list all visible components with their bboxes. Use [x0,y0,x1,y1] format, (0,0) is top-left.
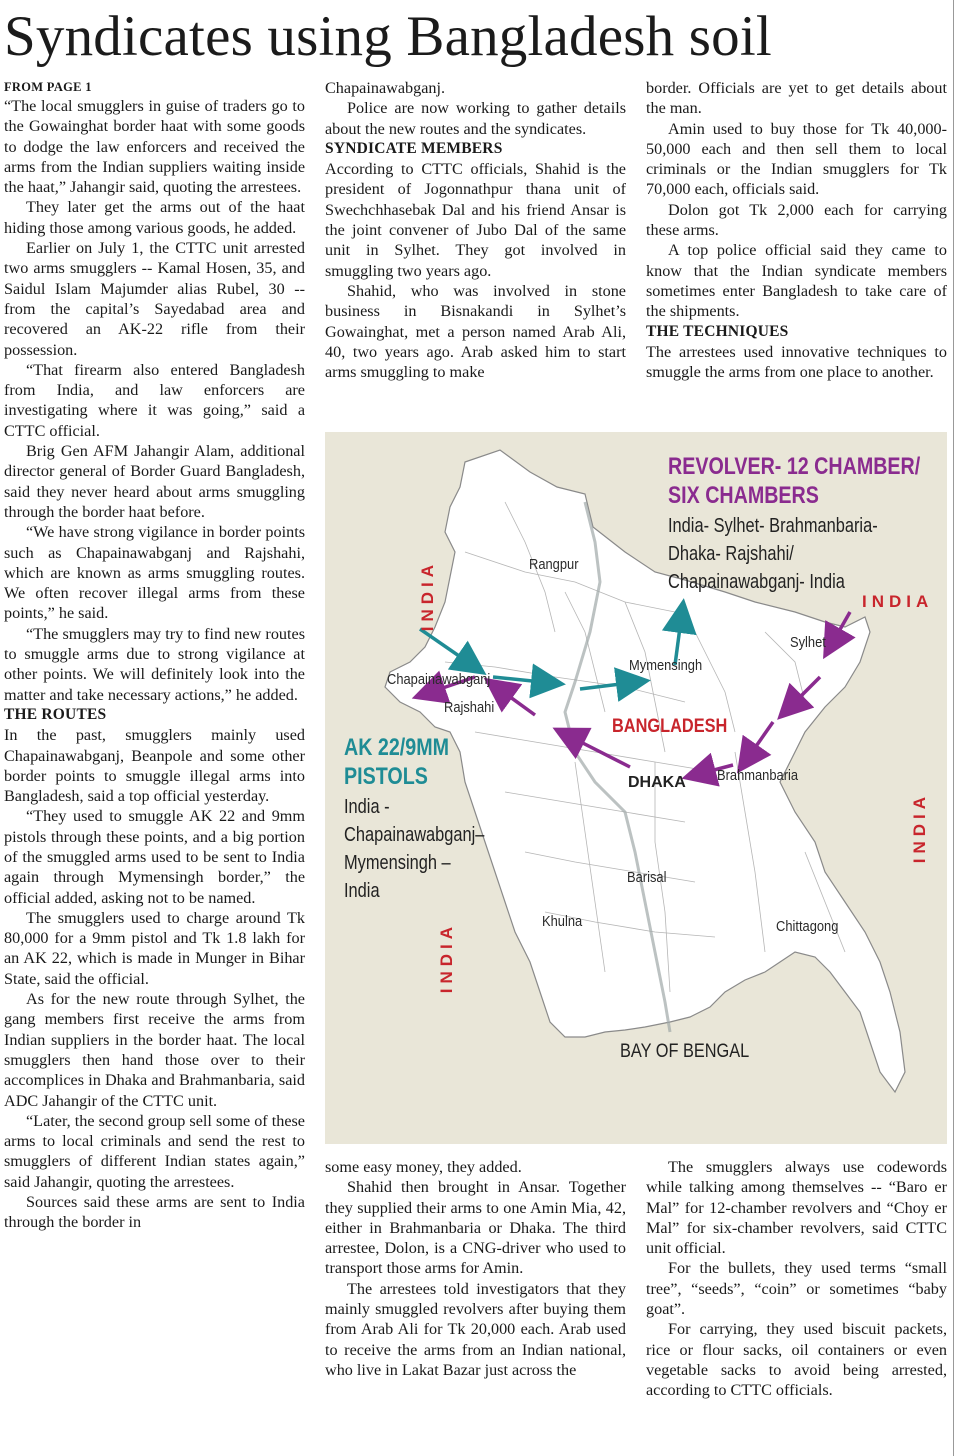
place-rangpur: Rangpur [529,556,579,573]
india-label-northwest: INDIA [418,560,437,632]
paragraph: Earlier on July 1, the CTTC unit arrested two arms smugglers -- Kamal Hosen, 35, and Saidul Islam Majumder alias Rubel, 30 -- from the capital’s Sayedabad area and recovered an AK-22 rifle from their possession. [4,239,305,359]
ak-route-text [344,793,484,905]
place-barisal: Barisal [627,869,667,886]
revolver-title-line: REVOLVER- 12 CHAMBER/ [668,453,921,480]
smuggling-routes-map [325,432,947,1144]
paragraph: “The smugglers may try to find new routes to smuggle arms due to strong vigilance at other points. We will definitely look into the matter and take necessary actions,” he added. [4,624,305,704]
headline: Syndicates using Bangladesh soil [4,5,772,68]
paragraph: The smugglers used to charge around Tk 80,000 for a 9mm pistol and Tk 1.8 lakh for an AK 22, which is made in Munger in Bihar State, said the official. [4,908,305,988]
paragraph: Brig Gen AFM Jahangir Alam, additional director general of Border Guard Bangladesh, said they never heard about arms smuggling through the border haat before. [4,442,305,521]
paragraph: Dolon got Tk 2,000 each for carrying these arms. [646,200,947,240]
subhead-syndicate-members: SYNDICATE MEMBERS [325,139,503,157]
ak-route-line: India - [344,796,390,818]
ak-route-line: India [344,880,380,902]
article-column-2-top [325,78,626,423]
paragraph: Shahid, who was involved in stone business in Bisnakandi in Sylhet’s Gowainghat, met a person named Arab Ali, 40, two years ago. Arab asked him to start arms smuggling to make [325,281,626,382]
india-label-southwest: INDIA [437,922,456,994]
bay-of-bengal-label: BAY OF BENGAL [620,1041,750,1062]
paragraph: some easy money, they added. [325,1158,522,1176]
paragraph: The arrestees told investigators that they mainly smuggled revolvers after buying them from Arab Ali for Tk 20,000 each. Arab used to receive the arms from an Indian national, who live in Lakat Bazar just across the [325,1279,626,1379]
paragraph: According to CTTC officials, Shahid is the president of Jogonnathpur thana unit of Swechchhasebak Dal and his friend Ansar is the joint convener of Jubo Dal of the same unit in Sylhet. They got involved in smuggling two years ago. [325,160,626,280]
place-brahmanbaria: Brahmanbaria [717,767,799,784]
ak-route-line: Chapainawabganj– [344,824,485,846]
ak-title [344,733,449,791]
ak-title-line: AK 22/9MM [344,734,449,761]
place-chittagong: Chittagong [776,918,839,935]
article-column-2-bottom [325,1157,626,1456]
paragraph: Police are now working to gather details about the new routes and the syndicates. [325,99,626,138]
paragraph: Sources said these arms are sent to India through the border in [4,1193,305,1232]
revolver-title-line: SIX CHAMBERS [668,482,819,509]
paragraph: The smugglers always use codewords while talking among themselves -- “Baro er Mal” for 12-chamber revolvers and “Choy er Mal” for six-chamber revolvers, said CTTC unit official. [646,1158,947,1258]
country-label: BANGLADESH [612,716,728,737]
paragraph: “That firearm also entered Bangladesh from India, and law enforcers are investigating where it was going,” said a CTTC official. [4,360,305,440]
paragraph: Shahid then brought in Ansar. Together they supplied their arms to one Amin Mia, 42, either in Brahmanbaria or Dhaka. The third arrestee, Dolon, is a CNG-driver who used to transport those arms for Amin. [325,1178,626,1278]
paragraph: As for the new route through Sylhet, the gang members first receive the arms from Indian suppliers in the border haat. The local smugglers then hand those over to their accomplices in Dhaka and Brahmanbaria, said ADC Jahangir of the CTTC unit. [4,990,305,1110]
place-mymensingh: Mymensingh [629,657,703,674]
india-label-east: INDIA [910,792,929,864]
place-rajshahi: Rajshahi [444,699,495,716]
article-column-3-bottom [646,1157,947,1456]
revolver-title [668,452,920,510]
paragraph: Amin used to buy those for Tk 40,000-50,000 each and then sell them to local criminals or the Indian smugglers for Tk 70,000 each, officials said. [646,119,947,199]
column-rule [953,0,954,1456]
paragraph: “Later, the second group sell some of these arms to local criminals and send the rest to smugglers of different Indian states again,” said Jahangir, quoting the arrestees. [4,1111,305,1191]
place-khulna: Khulna [542,913,583,930]
paragraph: border. Officials are yet to get details about the man. [646,79,947,118]
revolver-route-text [668,512,878,596]
revolver-route-line: Chapainawabganj- India [668,571,845,593]
paragraph: “We have strong vigilance in border points such as Chapainawabganj and Rajshahi, which are known as arms smuggling routes. We often recover illegal arms from these points,” he said. [4,523,305,623]
paragraph: For the bullets, they used terms “small tree”, “seeds”, “coin” or sometimes “baby goat”. [646,1259,947,1319]
revolver-route-line: India- Sylhet- Brahmanbaria- [668,515,878,537]
article-column-1 [4,78,305,1456]
capital-label: DHAKA [628,774,686,791]
place-sylhet: Sylhet [790,634,826,651]
revolver-route-line: Dhaka- Rajshahi/ [668,543,794,565]
place-chapainawabganj: Chapainawabganj [387,671,491,688]
paragraph: In the past, smugglers mainly used Chapainawabganj, Beanpole and some other border points to smuggle illegal arms into Bangladesh, said a top official yesterday. [4,726,305,806]
paragraph: The arrestees used innovative techniques to smuggle the arms from one place to another. [646,342,947,382]
subhead-techniques: THE TECHNIQUES [646,322,789,340]
india-label-northeast: INDIA [862,592,934,611]
article-column-3-top [646,78,947,423]
ak-title-line: PISTOLS [344,763,428,790]
paragraph: Chapainawabganj. [325,79,446,97]
ak-route-line: Mymensingh – [344,852,451,874]
paragraph: “The local smugglers in guise of traders go to the Gowainghat border haat with some goods to dodge the law enforcers and received the arms from the Indian suppliers waiting inside the haat,” Jahangir said, quoting the arrestees. [4,97,305,197]
paragraph: “They used to smuggle AK 22 and 9mm pistols through these points, and a big portion of the smuggled arms used to be sent to India again through Mymensingh border,” the official added, asking not to be named. [4,807,305,907]
paragraph: For carrying, they used biscuit packets, rice or flour sacks, oil containers or even vegetable sacks to avoid being arrested, according to CTTC officials. [646,1320,947,1400]
paragraph: They later get the arms out of the haat hiding those among various goods, he added. [4,198,305,237]
subhead-routes: THE ROUTES [4,705,107,723]
paragraph: A top police official said they came to know that the Indian syndicate members sometimes enter Bangladesh to take care of the shipments. [646,241,947,321]
kicker: FROM PAGE 1 [4,80,92,94]
